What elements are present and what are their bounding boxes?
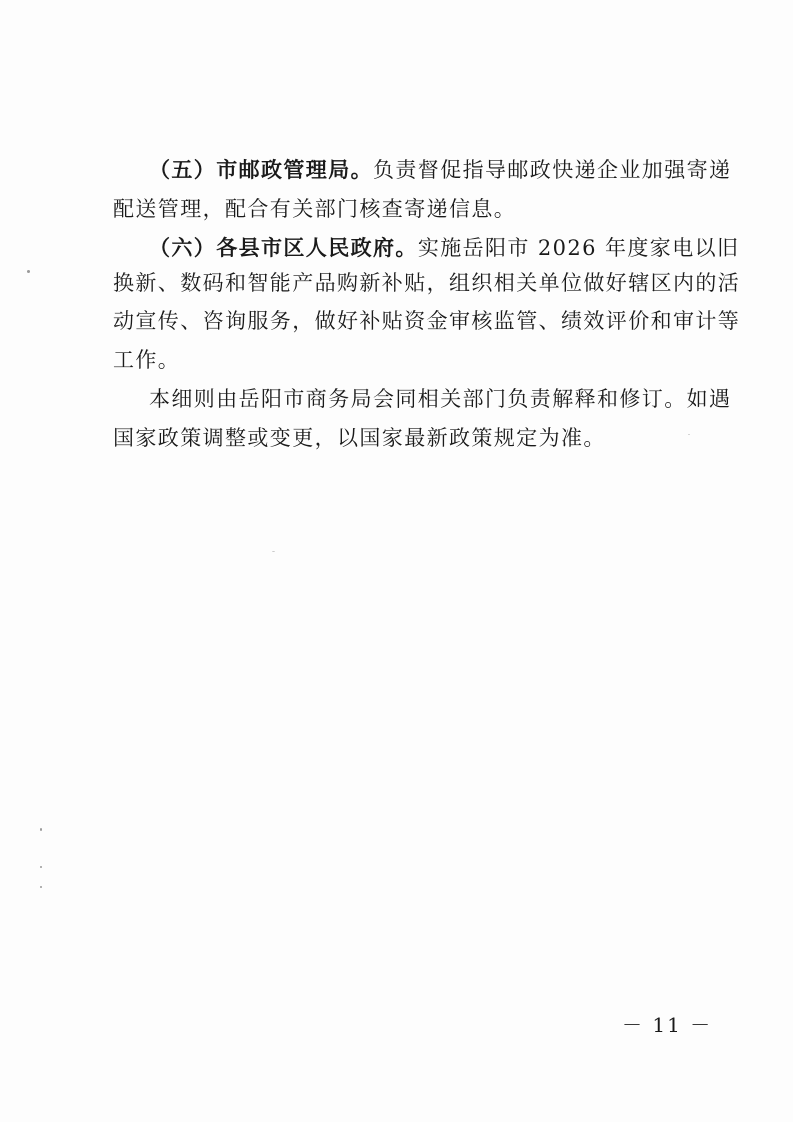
section-5-first-line [149, 155, 731, 185]
section-5-text-line-2: 配送管理，配合有关部门核查寄递信息。 [113, 197, 517, 221]
section-6-first-line [149, 233, 739, 263]
section-6-text-line-2: 换新、数码和智能产品购新补贴，组织相关单位做好辖区内的活 [113, 271, 741, 295]
section-6-text-line-1: 实施岳阳市 2026 年度家电以旧 [417, 236, 740, 260]
section-5-text-line-1: 负责督促指导邮政快递企业加强寄递 [373, 158, 732, 182]
scan-speck [272, 551, 275, 552]
section-5-heading: （五）市邮政管理局。 [149, 157, 373, 182]
scan-speck [40, 886, 42, 888]
section-6-heading: （六）各县市区人民政府。 [149, 235, 418, 260]
scan-speck [688, 434, 690, 435]
closing-text-line-1: 本细则由岳阳市商务局会同相关部门负责解释和修订。如遇 [149, 387, 732, 411]
scan-speck [27, 270, 30, 273]
closing-text-line-2: 国家政策调整或变更，以国家最新政策规定为准。 [113, 426, 606, 450]
section-6-text-line-4: 工作。 [113, 348, 181, 372]
page-number: － 11 － [622, 1013, 713, 1037]
scan-speck [40, 866, 42, 868]
scan-speck [40, 828, 42, 831]
section-6-text-line-3: 动宣传、咨询服务，做好补贴资金审核监管、绩效评价和审计等 [113, 309, 741, 333]
